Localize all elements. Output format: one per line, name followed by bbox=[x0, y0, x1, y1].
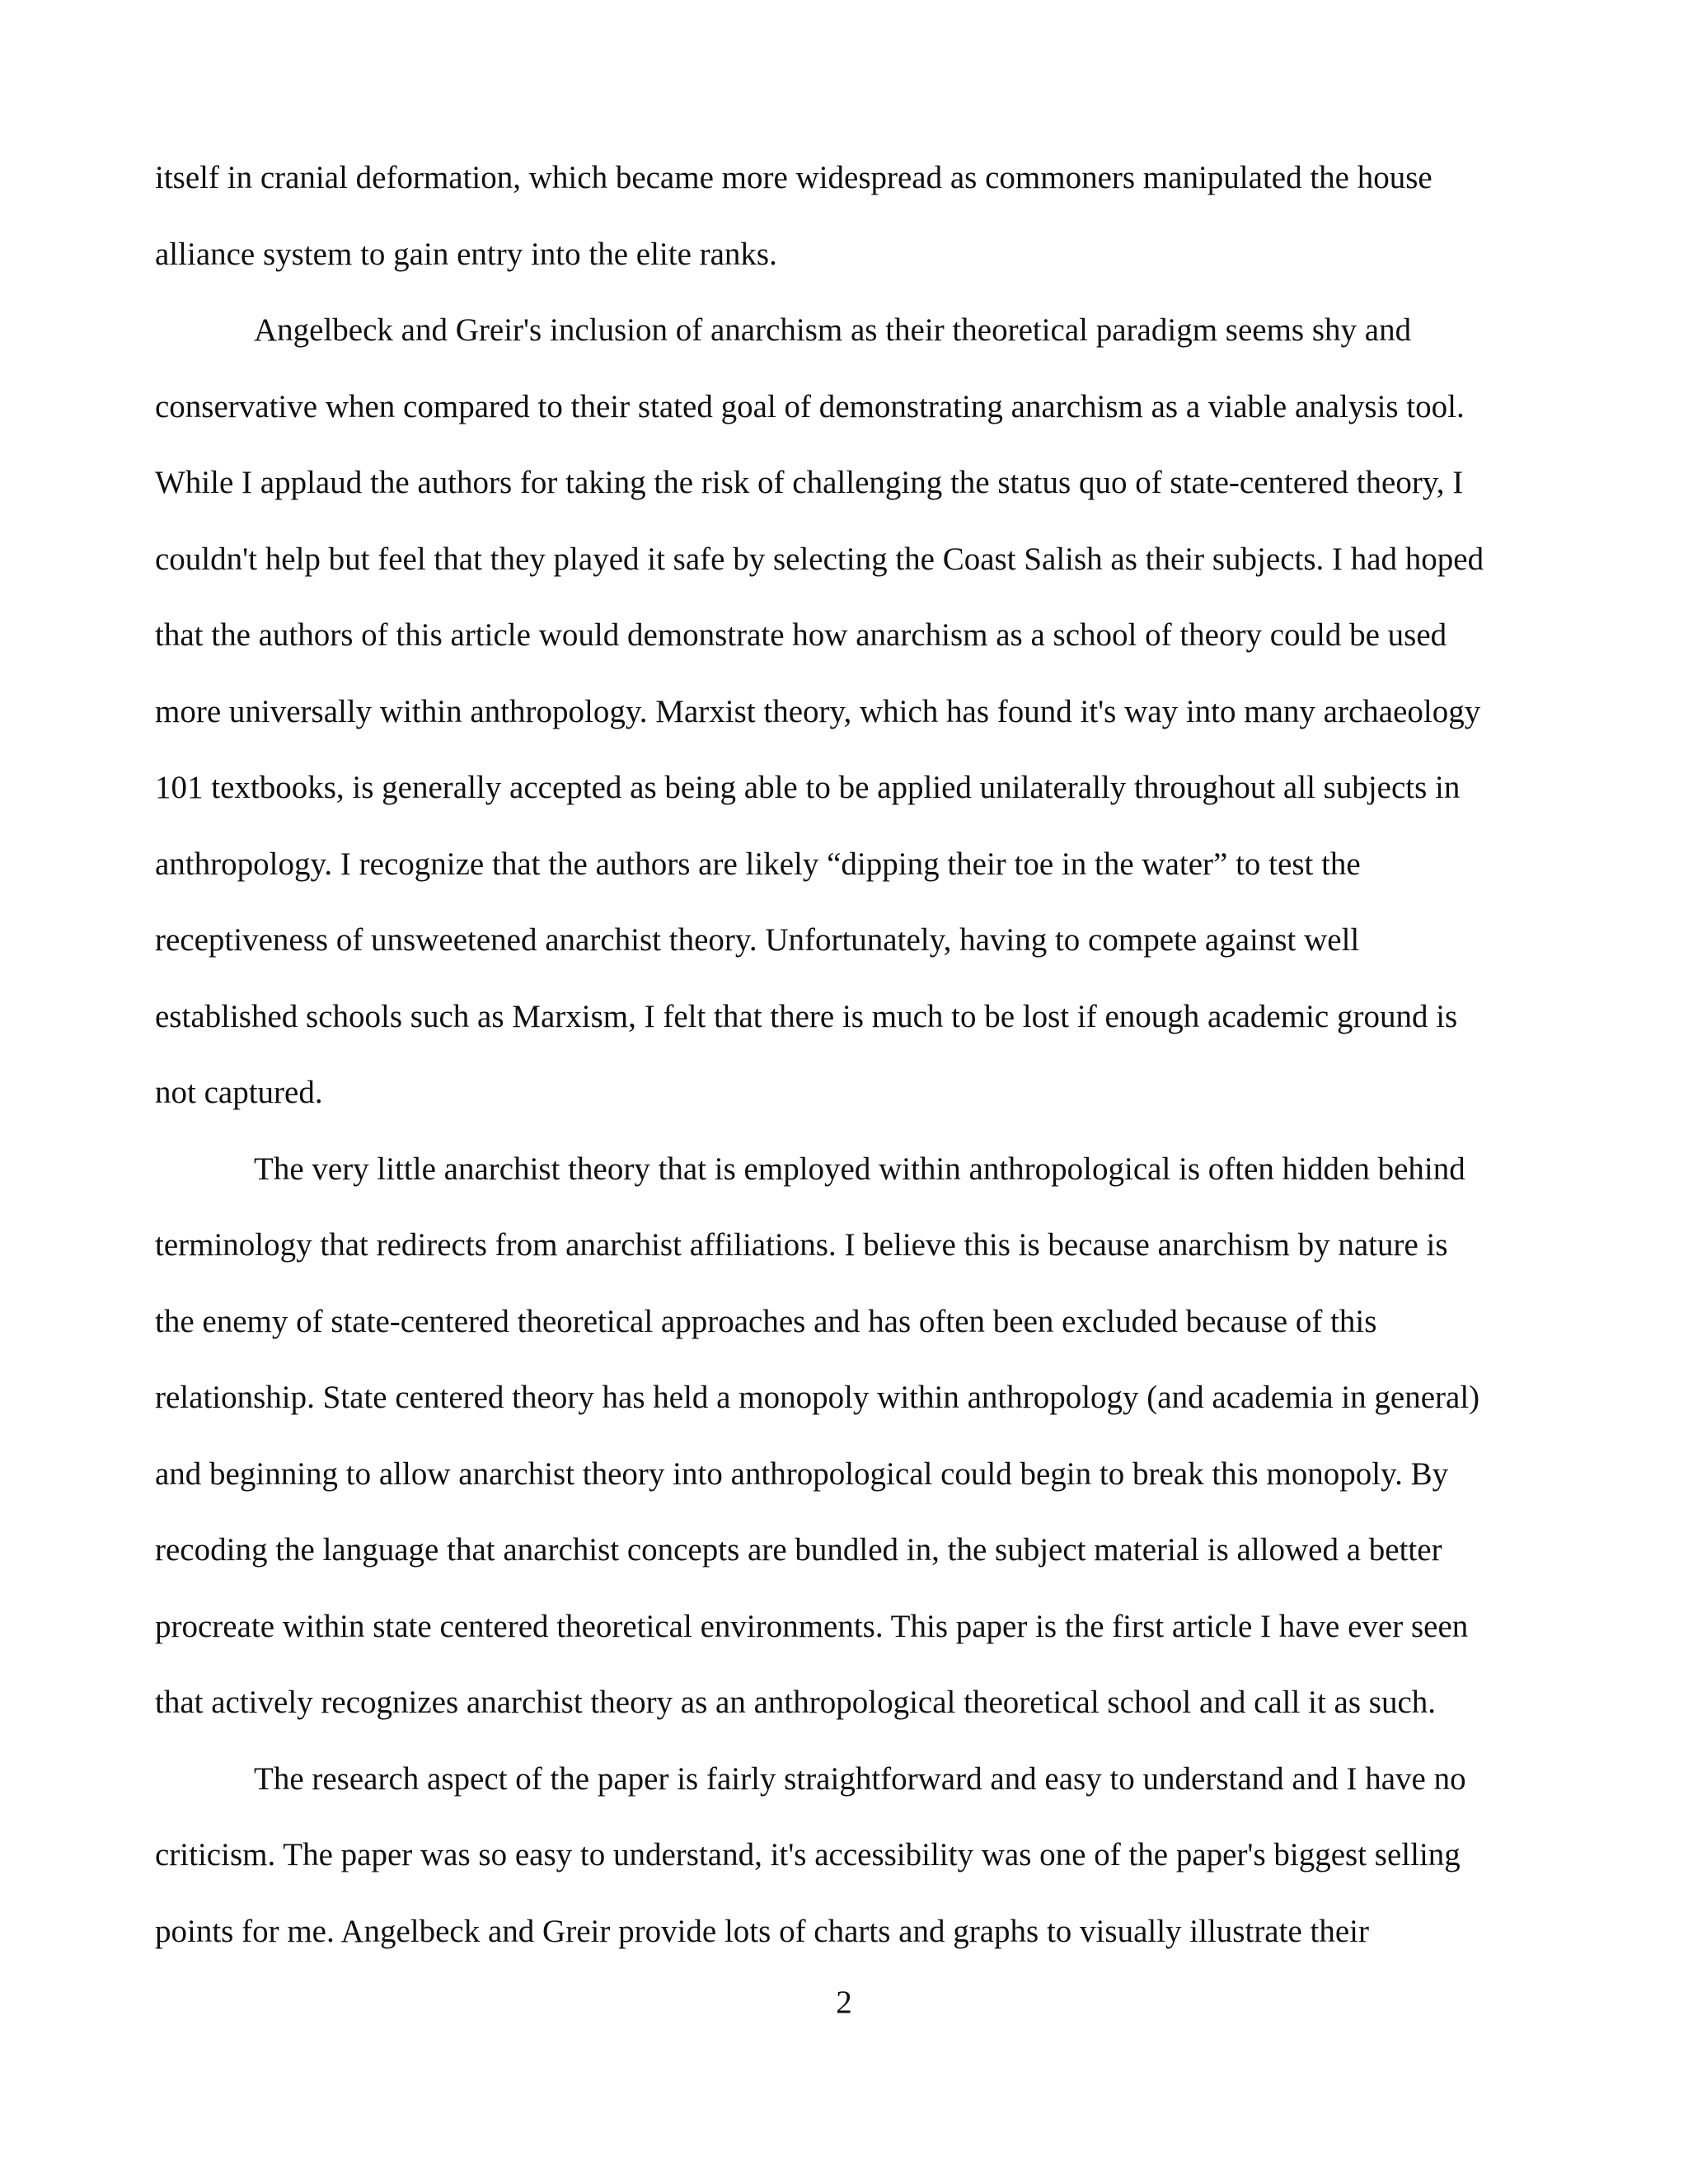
text-line: that actively recognizes anarchist theory as an anthropological theoretical school and call it as such. bbox=[155, 1685, 1437, 1720]
text-line: not captured. bbox=[155, 1075, 323, 1110]
paragraph bbox=[155, 1132, 1533, 1741]
paragraph bbox=[155, 1741, 1533, 1971]
text-line: criticism. The paper was so easy to understand, it's accessibility was one of the paper's biggest selling bbox=[155, 1837, 1461, 1872]
body-text bbox=[155, 140, 1533, 1970]
page-number: 2 bbox=[836, 1985, 852, 2020]
text-line: recoding the language that anarchist concepts are bundled in, the subject material is allowed a better bbox=[155, 1532, 1442, 1568]
text-line: alliance system to gain entry into the elite ranks. bbox=[155, 236, 777, 272]
text-line: The very little anarchist theory that is employed within anthropological is often hidden behind bbox=[254, 1151, 1465, 1187]
text-line: While I applaud the authors for taking the risk of challenging the status quo of state-centered theory, I bbox=[155, 465, 1464, 500]
text-line: 101 textbooks, is generally accepted as being able to be applied unilaterally throughout all subjects in bbox=[155, 770, 1461, 805]
text-line: terminology that redirects from anarchist affiliations. I believe this is because anarchism by nature is bbox=[155, 1227, 1448, 1263]
text-line: itself in cranial deformation, which became more widespread as commoners manipulated the house bbox=[155, 160, 1432, 195]
text-line: established schools such as Marxism, I felt that there is much to be lost if enough academic ground is bbox=[155, 998, 1458, 1034]
text-line: Angelbeck and Greir's inclusion of anarchism as their theoretical paradigm seems shy and bbox=[254, 312, 1412, 348]
text-line: points for me. Angelbeck and Greir provide lots of charts and graphs to visually illustrate their bbox=[155, 1913, 1369, 1949]
text-line: that the authors of this article would demonstrate how anarchism as a school of theory could be used bbox=[155, 617, 1447, 653]
text-line: conservative when compared to their stated goal of demonstrating anarchism as a viable analysis tool. bbox=[155, 388, 1465, 424]
text-line: The research aspect of the paper is fairly straightforward and easy to understand and I have no bbox=[254, 1760, 1466, 1797]
paragraph bbox=[155, 140, 1533, 293]
text-line: couldn't help but feel that they played it safe by selecting the Coast Salish as their subjects. I had hoped bbox=[155, 541, 1484, 577]
text-line: more universally within anthropology. Marxist theory, which has found it's way into many archaeology bbox=[155, 693, 1481, 729]
text-line: anthropology. I recognize that the authors are likely “dipping their toe in the water” to test the bbox=[155, 846, 1361, 882]
text-line: procreate within state centered theoretical environments. This paper is the first article I have ever seen bbox=[155, 1608, 1469, 1644]
text-line: receptiveness of unsweetened anarchist theory. Unfortunately, having to compete against well bbox=[155, 922, 1360, 958]
text-line: the enemy of state-centered theoretical approaches and has often been excluded because of this bbox=[155, 1303, 1377, 1339]
paragraph bbox=[155, 293, 1533, 1132]
text-line: and beginning to allow anarchist theory into anthropological could begin to break this monopoly. By bbox=[155, 1455, 1449, 1492]
text-line: relationship. State centered theory has held a monopoly within anthropology (and academia in general) bbox=[155, 1380, 1480, 1415]
